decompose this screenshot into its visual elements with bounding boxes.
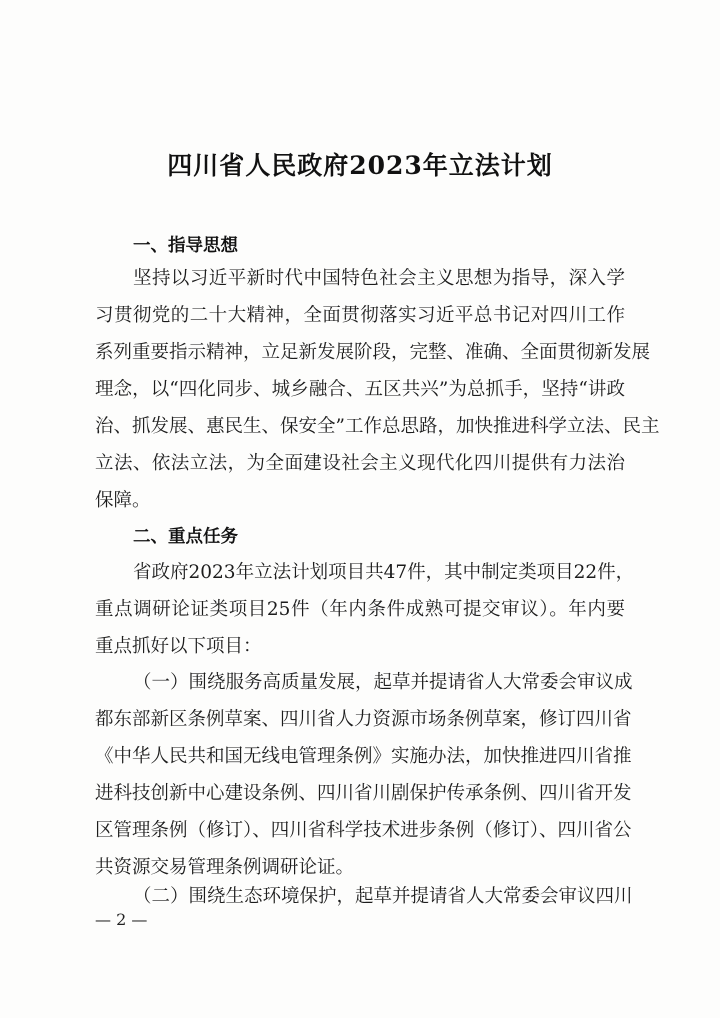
paragraph-line: 系列重要指示精神，立足新发展阶段，完整、准确、全面贯彻新发展 [95,342,651,363]
paragraph-line: 立法、依法立法，为全面建设社会主义现代化四川提供有力法治 [95,453,625,474]
paragraph-line: 进科技创新中心建设条例、四川省川剧保护传承条例、四川省开发 [95,783,632,804]
paragraph-line: 治、抓发展、惠民生、保安全”工作总思路，加快推进科学立法、民主 [95,416,660,437]
section-heading-key-tasks: 二、重点任务 [133,527,238,547]
paragraph-line: 坚持以习近平新时代中国特色社会主义思想为指导，深入学 [133,268,625,289]
paragraph-line: 理念，以“四化同步、城乡融合、五区共兴”为总抓手，坚持“讲政 [95,379,625,400]
paragraph-line: 重点抓好以下项目： [95,636,262,657]
paragraph-line: 区管理条例（修订）、四川省科学技术进步条例（修订）、四川省公 [95,820,632,841]
document-title: 四川省人民政府2023年立法计划 [167,151,553,180]
paragraph-line: 共资源交易管理条例调研论证。 [95,857,355,878]
page-number: — 2 — [95,910,148,929]
paragraph-line: 习贯彻党的二十大精神，全面贯彻落实习近平总书记对四川工作 [95,305,625,326]
section-heading-guiding-ideology: 一、指导思想 [133,236,238,256]
paragraph-line: 都东部新区条例草案、四川省人力资源市场条例草案，修订四川省 [95,709,632,730]
paragraph-line: 保障。 [95,490,151,511]
paragraph-line: （一）围绕服务高质量发展，起草并提请省人大常委会审议成 [133,672,633,693]
paragraph-line: 省政府2023年立法计划项目共47件，其中制定类项目22件， [133,562,635,583]
paragraph-line: 《中华人民共和国无线电管理条例》实施办法，加快推进四川省推 [95,746,632,767]
paragraph-line: 重点调研论证类项目25件（年内条件成熟可提交审议）。年内要 [95,599,625,620]
paragraph-line: （二）围绕生态环境保护，起草并提请省人大常委会审议四川 [133,886,633,907]
